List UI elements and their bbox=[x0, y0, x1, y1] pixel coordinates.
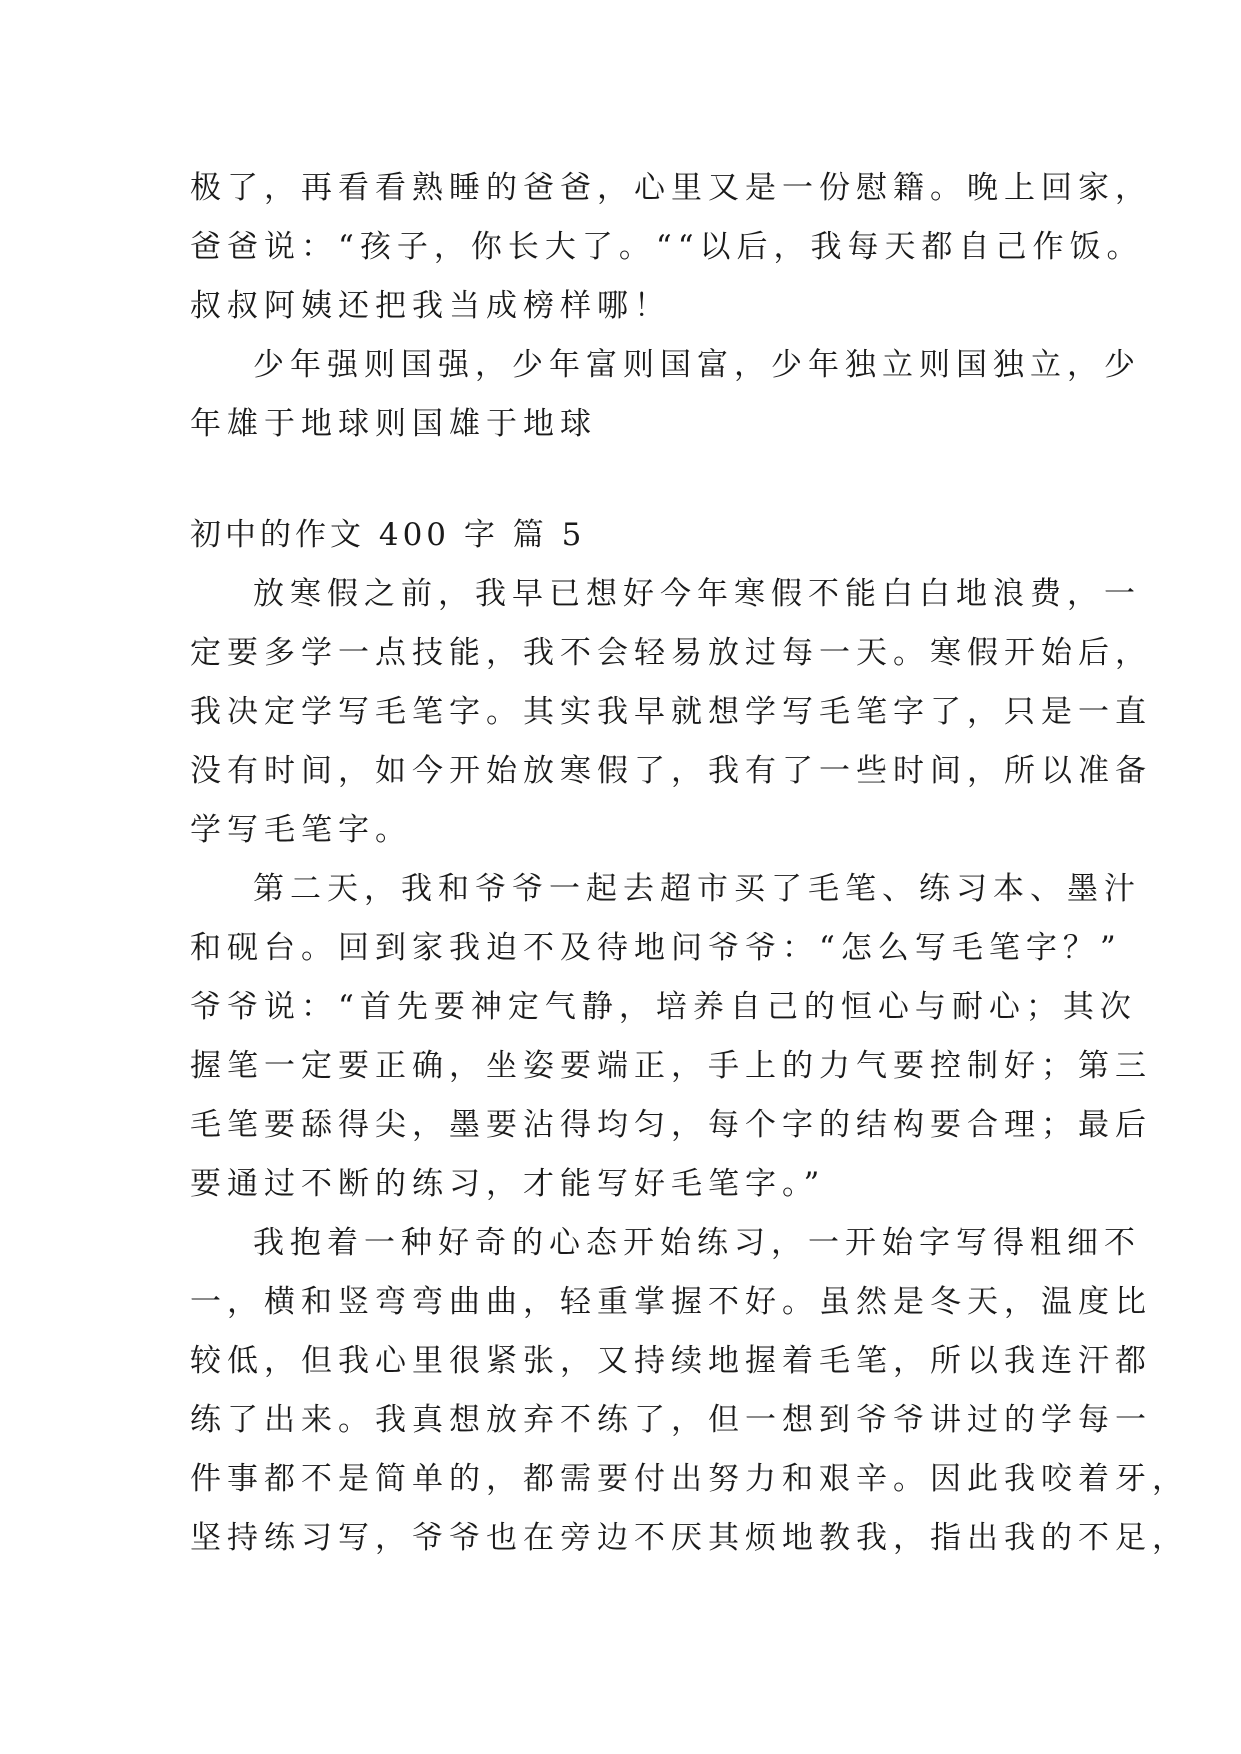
text-line: 一，横和竖弯弯曲曲，轻重掌握不好。虽然是冬天，温度比 bbox=[190, 1284, 1152, 1320]
text-line: 没有时间，如今开始放寒假了，我有了一些时间，所以准备 bbox=[190, 753, 1152, 789]
text-line: 叔叔阿姨还把我当成榜样哪！ bbox=[190, 288, 671, 324]
text-line: 握笔一定要正确，坐姿要端正，手上的力气要控制好；第三 bbox=[190, 1048, 1152, 1084]
text-line: 放寒假之前，我早已想好今年寒假不能白白地浪费，一 bbox=[253, 576, 1141, 612]
text-line: 爷爷说：“首先要神定气静，培养自己的恒心与耐心；其次 bbox=[190, 989, 1137, 1025]
text-line: 件事都不是简单的，都需要付出努力和艰辛。因此我咬着牙， bbox=[190, 1461, 1189, 1497]
text-line: 要通过不断的练习，才能写好毛笔字。” bbox=[190, 1166, 826, 1202]
text-line: 学写毛笔字。 bbox=[190, 812, 412, 848]
text-line: 少年强则国强，少年富则国富，少年独立则国独立，少 bbox=[253, 347, 1141, 383]
text-line: 爸爸说：“孩子，你长大了。““以后，我每天都自己作饭。 bbox=[190, 229, 1144, 265]
text-line: 极了，再看看熟睡的爸爸，心里又是一份慰籍。晚上回家， bbox=[190, 170, 1152, 206]
text-line: 我决定学写毛笔字。其实我早就想学写毛笔字了，只是一直 bbox=[190, 694, 1152, 730]
text-line: 我抱着一种好奇的心态开始练习，一开始字写得粗细不 bbox=[253, 1225, 1141, 1261]
text-line: 毛笔要舔得尖，墨要沾得均匀，每个字的结构要合理；最后 bbox=[190, 1107, 1152, 1143]
text-line: 定要多学一点技能，我不会轻易放过每一天。寒假开始后， bbox=[190, 635, 1152, 671]
text-line: 坚持练习写，爷爷也在旁边不厌其烦地教我，指出我的不足， bbox=[190, 1520, 1189, 1556]
text-line: 年雄于地球则国雄于地球 bbox=[190, 406, 597, 442]
text-line: 和砚台。回到家我迫不及待地问爷爷：“怎么写毛笔字？” bbox=[190, 930, 1122, 966]
text-line: 第二天，我和爷爷一起去超市买了毛笔、练习本、墨汁 bbox=[253, 871, 1141, 907]
text-line: 练了出来。我真想放弃不练了，但一想到爷爷讲过的学每一 bbox=[190, 1402, 1152, 1438]
section-heading: 初中的作文 400 字 篇 5 bbox=[190, 517, 586, 553]
text-line: 较低，但我心里很紧张，又持续地握着毛笔，所以我连汗都 bbox=[190, 1343, 1152, 1379]
